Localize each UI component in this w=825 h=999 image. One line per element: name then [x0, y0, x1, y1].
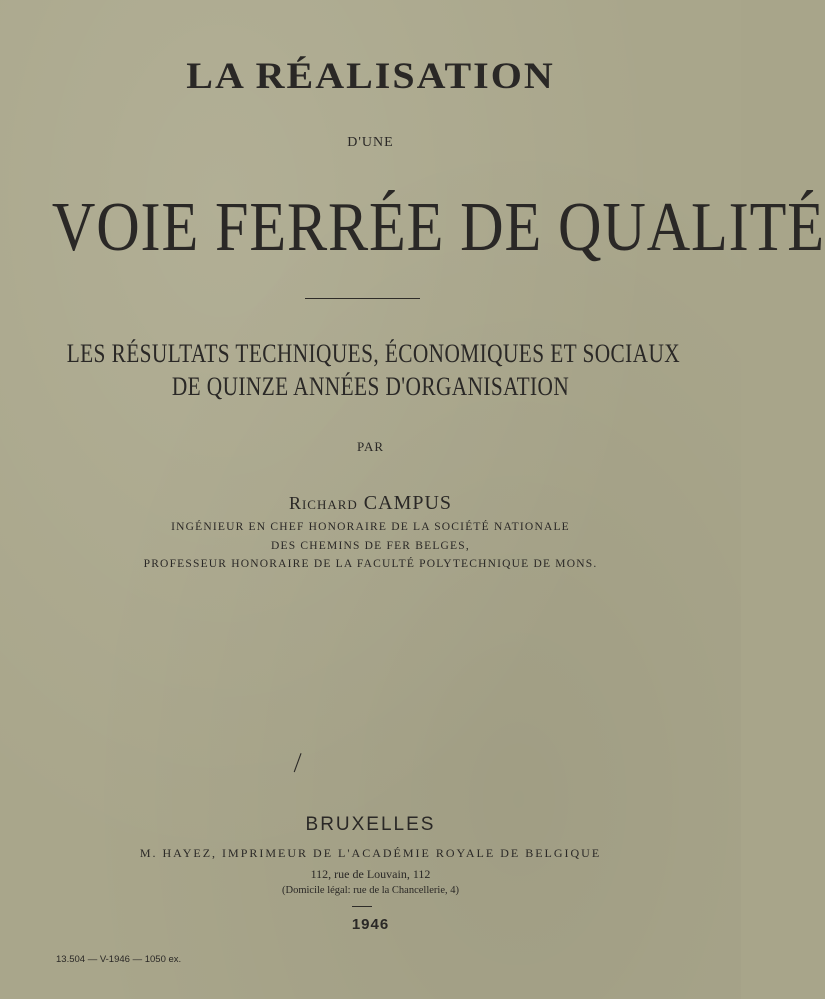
- affiliation-line-2: DES CHEMINS DE FER BELGES,: [271, 540, 470, 552]
- author: [0, 492, 741, 515]
- publisher-address: 112, rue de Louvain, 112: [310, 867, 431, 881]
- ink-mark: |: [292, 748, 305, 774]
- author-last-name: CAMPUS: [363, 492, 453, 514]
- affiliation-line-1: INGÉNIEUR EN CHEF HONORAIRE DE LA SOCIÉTÉ NATIONALE: [171, 521, 570, 533]
- affiliation-line-3: PROFESSEUR HONORAIRE DE LA FACULTÉ POLYTECHNIQUE DE MONS.: [143, 558, 598, 570]
- title-line-2: D'UNE: [347, 135, 394, 150]
- title-line-1: LA RÉALISATION: [186, 54, 555, 97]
- author-first-name: Richard: [288, 493, 358, 513]
- by-label: PAR: [356, 439, 385, 454]
- subtitle-line-1: LES RÉSULTATS TECHNIQUES, ÉCONOMIQUES ET SOCIAUX: [66, 339, 681, 368]
- publisher-printer: M. HAYEZ, IMPRIMEUR DE L'ACADÉMIE ROYALE DE BELGIQUE: [139, 846, 602, 860]
- year-divider: [352, 906, 372, 907]
- title-divider: [305, 298, 420, 299]
- print-info: 13.504 — V-1946 — 1050 ex.: [56, 954, 182, 965]
- publisher-domicile: (Domicile légal: rue de la Chancellerie, 4): [282, 885, 459, 896]
- publication-year: 1946: [351, 916, 390, 933]
- publisher-city: BRUXELLES: [305, 814, 436, 835]
- main-title: VOIE FERRÉE DE QUALITÉ: [51, 189, 825, 266]
- subtitle-line-2: DE QUINZE ANNÉES D'ORGANISATION: [171, 372, 570, 401]
